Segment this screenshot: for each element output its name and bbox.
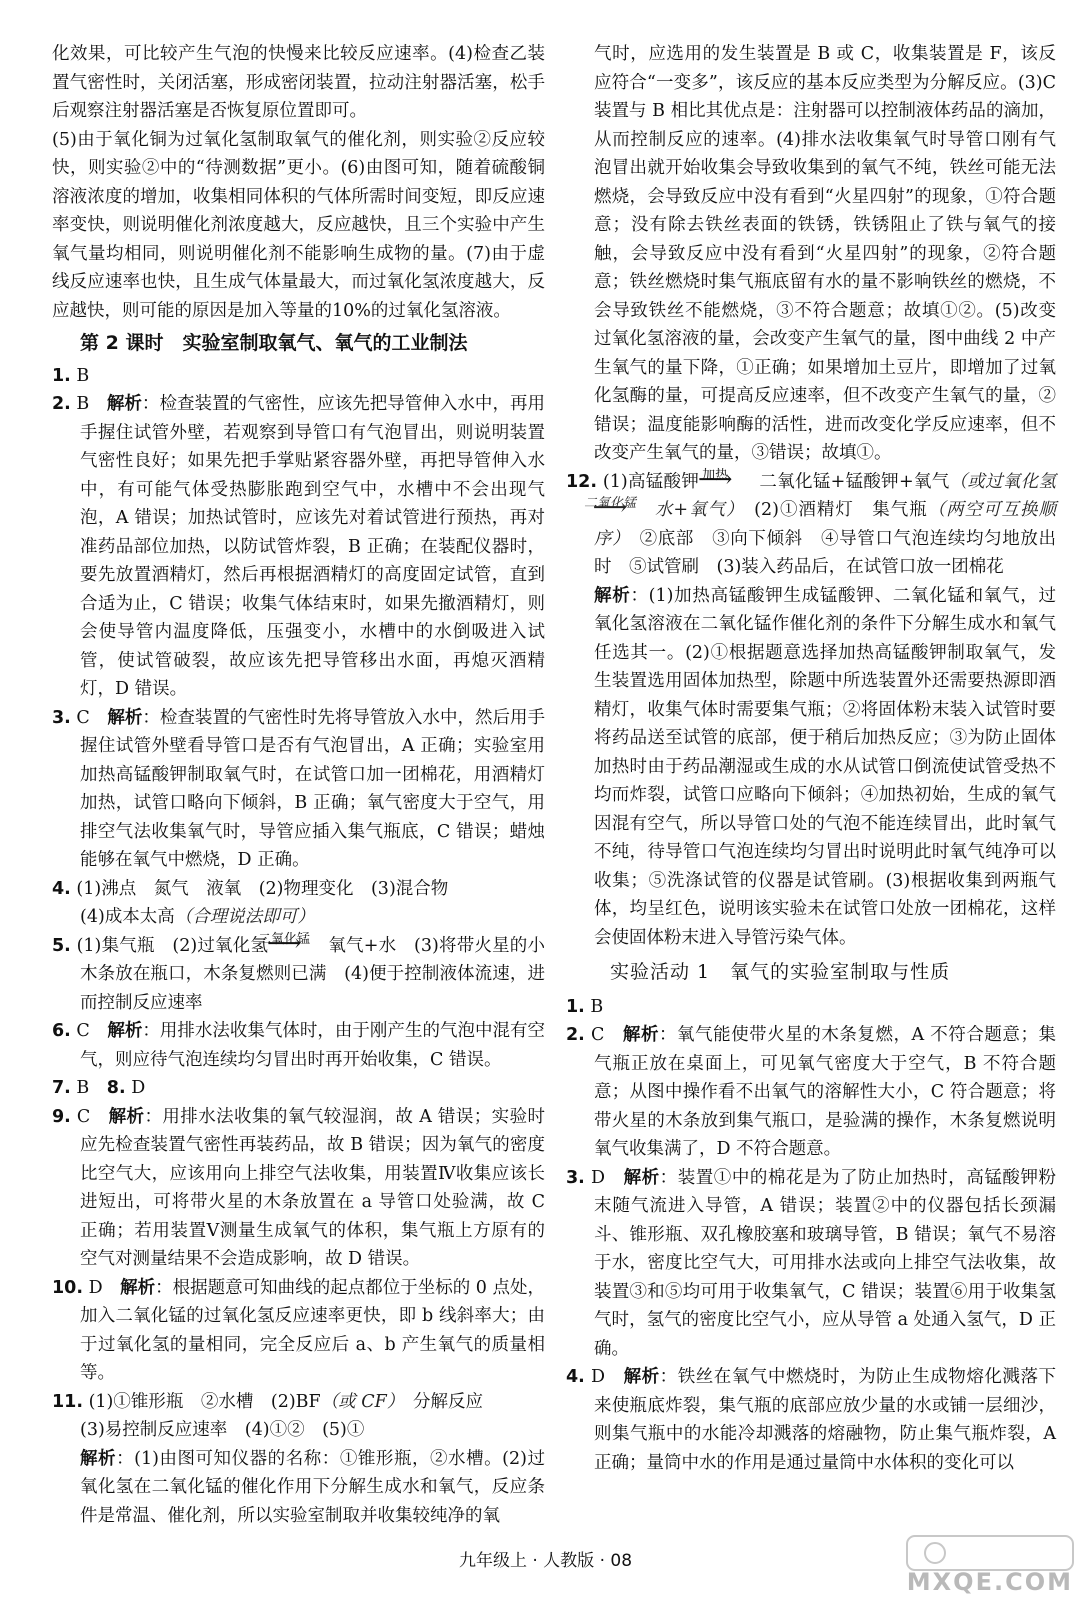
answer-5: 5. (1)集气瓶 (2)过氧化氢 二氧化锰 ⟶ 氧气+水 (3)将带火星的小木条放在瓶口，木条复燃则已满 (4)便于控制液体流速，进而控制反应速率 [52, 932, 545, 1018]
answer-9: 9. C 解析：用排水法收集的氧气较湿润，故 A 错误；实验时应先检查装置气密性再装药品，故 B 错误；因为氧气的密度比空气大，应该用向上排空气法收集，用装置Ⅳ收集应该长进短出，可将带火星的木条放置在 a 导管口处验满，故 C 正确；若用装置Ⅴ测量生成氧气的体积，集气瓶上方原有的空气对测量结果不会造成影响，故 D 错误。 [52, 1106, 546, 1269]
right-column [566, 40, 1056, 1477]
left-column [52, 40, 545, 1530]
page-footer: 九年级上 · 人教版 · 08 [458, 1551, 633, 1571]
watermark-text: MXQE.COM [906, 1568, 1073, 1596]
activity-answer-4: 4. D 解析：铁丝在氧气中燃烧时，为防止生成物熔化溅落下来使瓶底炸裂，集气瓶的底部应放少量的水或铺一层细沙，则集气瓶中的水能冷却溅落的熔融物，防止集气瓶炸裂，A 正确；量筒中水的作用是通过量筒中水体积的变化可以 [566, 1367, 1057, 1473]
answer-10: 10. D 解析：根据题意可知曲线的起点都位于坐标的 0 点处，加入二氧化锰的过氧化氢反应速率更快，即 b 线斜率大；由于过氧化氢的量相同，完全反应后 a、b 产生氧气的质量相等。 [52, 1277, 546, 1383]
intro-paragraph: 化效果，可比较产生气泡的快慢来比较反应速率。(4)检查乙装置气密性时，关闭活塞，形成密闭装置，拉动注射器活塞，松手后观察注射器活塞是否恢复原位置即可。 [52, 44, 545, 121]
activity-title: 实验活动 1 氧气的实验室制取与性质 [610, 961, 951, 983]
activity-answer-1: 1. B [566, 996, 604, 1017]
answer-11-analysis: 解析：(1)由图可知仪器的名称：①锥形瓶，②水槽。(2)过氧化氢在二氧化锰的催化作用下分解生成水和氧气，反应条件是常温、催化剂，所以实验室制取并收集较纯净的氧 [80, 1448, 545, 1526]
reaction-arrow-mno2: 二氧化锰 ⟶ [594, 497, 654, 517]
answer-1: 1. B [52, 365, 90, 386]
answer-12: 12. (1)高锰酸钾 加热 ⟶ 二氧化锰+锰酸钾+氧气（或过氧化氢 二氧化锰 ⟶ 水+氧气） (2)①酒精灯 集气瓶（两空可互换顺序） ②底部 ③向下倾斜 ④导管口气泡连续均匀地放出时 ⑤试管刷 (3)装入药品后，在试管口放一团棉花 [566, 468, 1056, 582]
answer-11: 11. (1)①锥形瓶 ②水槽 (2)BF（或 CF） 分解反应 (3)易控制反应速率 (4)①② (5)① [52, 1391, 484, 1440]
activity-answer-3: 3. D 解析：装置①中的棉花是为了防止加热时，高锰酸钾粉末随气流进入导管，A 错误；装置②中的仪器包括长颈漏斗、锥形瓶、双孔橡胶塞和玻璃导管，B 错误；氧气不易溶于水，密度比空气大，可用排水法或向上排空气法收集，故装置③和⑤均可用于收集氧气，C 错误；装置⑥用于收集氢气时，氢气的密度比空气小，应从导管 a 处通入氢气，D 正确。 [566, 1167, 1057, 1359]
reaction-arrow: 二氧化锰 ⟶ [268, 933, 328, 953]
answer-12-analysis: 解析：(1)加热高锰酸钾生成锰酸钾、二氧化锰和氧气，过氧化氢溶液在二氧化锰作催化剂的条件下分解生成水和氧气任选其一。(2)①根据题意选择加热高锰酸钾制取氧气，发生装置选用固体加热型，除题中所选装置外还需要热源即酒精灯，收集气体时需要集气瓶；②将固体粉末装入试管时要将药品送至试管的底部，便于稍后加热反应；③为防止固体加热时由于药品潮湿或生成的水从试管口倒流使试管受热不均而炸裂，试管口应略向下倾斜；④加热初始，生成的氧气因混有空气，所以导管口处的气泡不能连续冒出，此时氧气不纯，待导管口气泡连续均匀冒出时说明此时氧气纯净可以收集；⑤洗涤试管的仪器是试管刷。(3)根据收集到两瓶气体，均呈红色，说明该实验未在试管口处放一团棉花，这样会使固体粉末进入导管污染气体。 [594, 585, 1056, 948]
answer-7-8: 7. B 8. D [52, 1078, 146, 1098]
answer-3: 3. C 解析：检查装置的气密性时先将导管放入水中，然后用手握住试管外壁看导管口是否有气泡冒出，A 正确；实验室用加热高锰酸钾制取氧气时，在试管口加一团棉花，用酒精灯加热，试管口略向下倾斜，B 正确；氧气密度大于空气，用排空气法收集氧气时，导管应插入集气瓶底，C 错误；蜡烛能够在氧气中燃烧，D 正确。 [52, 707, 545, 870]
reaction-arrow-heat: 加热 ⟶ [699, 469, 759, 489]
activity-answer-2: 2. C 解析：氧气能使带火星的木条复燃，A 不符合题意；集气瓶正放在桌面上，可见氧气密度大于空气，B 不符合题意；从图中操作看不出氧气的溶解性大小，C 符合题意；将带火星的木条放到集气瓶口，是验满的操作，木条复燃说明氧气收集满了，D 不符合题意。 [566, 1025, 1056, 1159]
answer-6: 6. C 解析：用排水法收集气体时，由于刚产生的气泡中混有空气，则应待气泡连续均匀冒出时再开始收集，C 错误。 [52, 1021, 545, 1070]
answer-11-continued: 气时，应选用的发生装置是 B 或 C，收集装置是 F，该反应符合“一变多”，该反应的基本反应类型为分解反应。(3)C装置与 B 相比其优点是：注射器可以控制液体药品的滴加，从而控制反应的速率。(4)排水法收集氧气时导管口刚有气泡冒出就开始收集会导致收集到的氧气不纯，铁丝可能无法燃烧，会导致反应中没有看到“火星四射”的现象，①符合题意；没有除去铁丝表面的铁锈，铁锈阻止了铁与氧气的接触，会导致反应中没有看到“火星四射”的现象，②符合题意；铁丝燃烧时集气瓶底留有水的量不影响铁丝的燃烧，不会导致铁丝不能燃烧，③不符合题意；故填①②。(5)改变过氧化氢溶液的量，会改变产生氧气的量，图中曲线 2 中产生氧气的量下降，①正确；如果增加土豆片，即增加了过氧化氢酶的量，可提高反应速率，但不改变产生氧气的量，②错误；温度能影响酶的活性，进而改变化学反应速率，但不改变产生氧气的量，③错误；故填①。 [594, 44, 1056, 463]
answer-4: 4. (1)沸点 氮气 液氧 (2)物理变化 (3)混合物 (4)成本太高（合理说法即可） [52, 878, 449, 927]
section-title: 第 2 课时 实验室制取氧气、氧气的工业制法 [80, 332, 468, 354]
intro-paragraph-2: (5)由于氧化铜为过氧化氢制取氧气的催化剂，则实验②反应较快，则实验②中的“待测数据”更小。(6)由图可知，随着硫酸铜溶液浓度的增加，收集相同体积的气体所需时间变短，即反应速率变快，则说明催化剂浓度越大，反应越快，且三个实验中产生氧气量均相同，则说明催化剂不能影响生成物的量。(7)由于虚线反应速率也快，且生成气体量最大，而过氧化氢浓度越大，反应越快，则可能的原因是加入等量的10%的过氧化氢溶液。 [52, 129, 545, 321]
answer-2: 2. B 解析：检查装置的气密性，应该先把导管伸入水中，再用手握住试管外壁，若观察到导管口有气泡冒出，则说明装置气密性良好；如果先把手掌贴紧容器外壁，再把导管伸入水中，有可能气体受热膨胀跑到空气中，水槽中不会出现气泡，A 错误；加热试管时，应该先对着试管进行预热，再对准药品部位加热，以防试管炸裂，B 正确；在装配仪器时，要先放置酒精灯，然后再根据酒精灯的高度固定试管，直到合适为止，C 错误；收集气体结束时，如果先撤酒精灯，则会使导管内温度降低，压强变小，水槽中的水倒吸进入试管，使试管破裂，故应该先把导管移出水面，再熄灭酒精灯，D 错误。 [52, 394, 546, 699]
